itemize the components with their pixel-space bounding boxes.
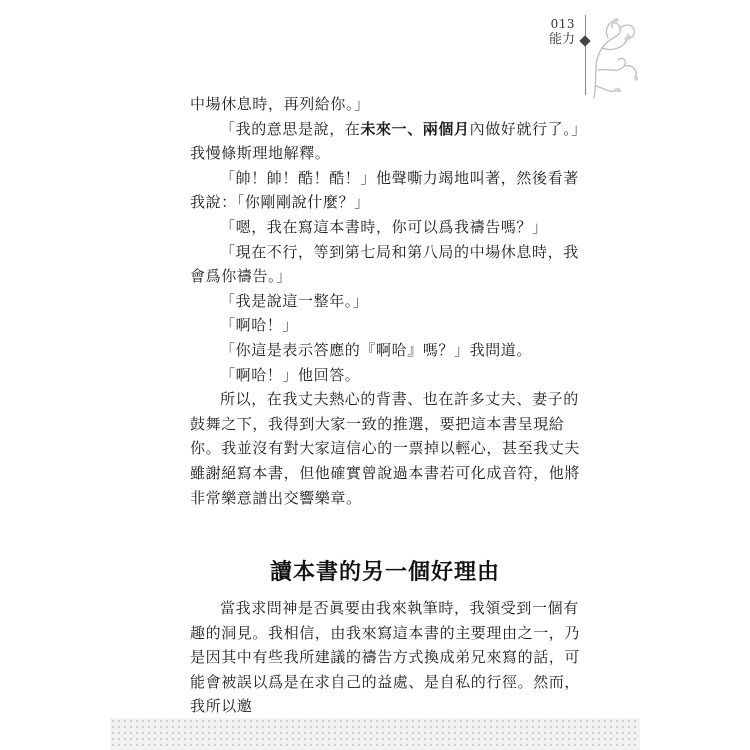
paragraph-text: 「我的意思是說，在 [220, 119, 361, 138]
paragraph-text: 「你這是表示答應的『啊哈』嗎？」我問道。 [220, 340, 533, 359]
running-header [549, 18, 575, 47]
paragraph-p10 [190, 387, 580, 510]
paragraph-text: 「現在不行，等到第七局和第八局的中場休息時，我會爲你禱告。」 [190, 242, 579, 286]
paragraph-p2 [190, 117, 580, 166]
floral-vine-ornament-icon [588, 8, 648, 103]
header-divider [585, 15, 586, 95]
paragraph-p5 [190, 240, 580, 289]
paragraph-p1 [190, 92, 580, 117]
section-heading: 讀本書的另一個好理由 [269, 560, 500, 585]
paragraph-p8 [190, 338, 580, 363]
paragraph-text: 「帥！帥！酷！酷！」他聲嘶力竭地叫著，然後看著我說：「你剛剛說什麼？」 [190, 168, 579, 212]
dotted-footer-band [110, 718, 640, 750]
paragraph-text: 當我求問神是否眞要由我來執筆時，我領受到一個有趣的洞見。我相信，由我來寫這本書的主要理由之一，乃是因其中有些我所建議的禱告方式換成弟兄來寫的話，可能會被誤以爲是在求自己的益處、是自私的行徑。然而，我所以邀 [190, 599, 581, 716]
chapter-title: 能力 [548, 32, 575, 48]
section-body-text [190, 596, 580, 719]
paragraph-s1 [190, 596, 580, 719]
paragraph-p6 [190, 289, 580, 314]
paragraph-text: 內做好就行了。」我慢條斯理地解釋。 [190, 119, 580, 163]
paragraph-text: 「我是說這一整年。」 [220, 291, 369, 310]
paragraph-p9 [190, 363, 580, 388]
paragraph-text: 中場休息時，再列給你。」 [190, 95, 370, 113]
emphasis-text: 未來一、兩個月 [360, 119, 470, 138]
paragraph-p7 [190, 313, 580, 338]
page-number: 013 [550, 17, 575, 31]
paragraph-text: 所以，在我丈夫熱心的背書、也在許多丈夫、妻子的鼓舞之下，我得到大家一致的推選，要把這本書呈現給你。我並沒有對大家這信心的一票掉以輕心，甚至我丈夫雖謝絕寫本書，但他確實曾說過本書若可化成音符，他將非常樂意譜出交響樂章。 [190, 390, 581, 507]
body-text [190, 92, 580, 510]
paragraph-text: 「啊哈！」他回答。 [220, 365, 361, 384]
paragraph-p4 [190, 215, 580, 240]
paragraph-text: 「嗯，我在寫這本書時，你可以爲我禱告嗎？」 [220, 217, 548, 236]
paragraph-p3 [190, 166, 580, 215]
paragraph-text: 「啊哈！」 [220, 316, 299, 335]
